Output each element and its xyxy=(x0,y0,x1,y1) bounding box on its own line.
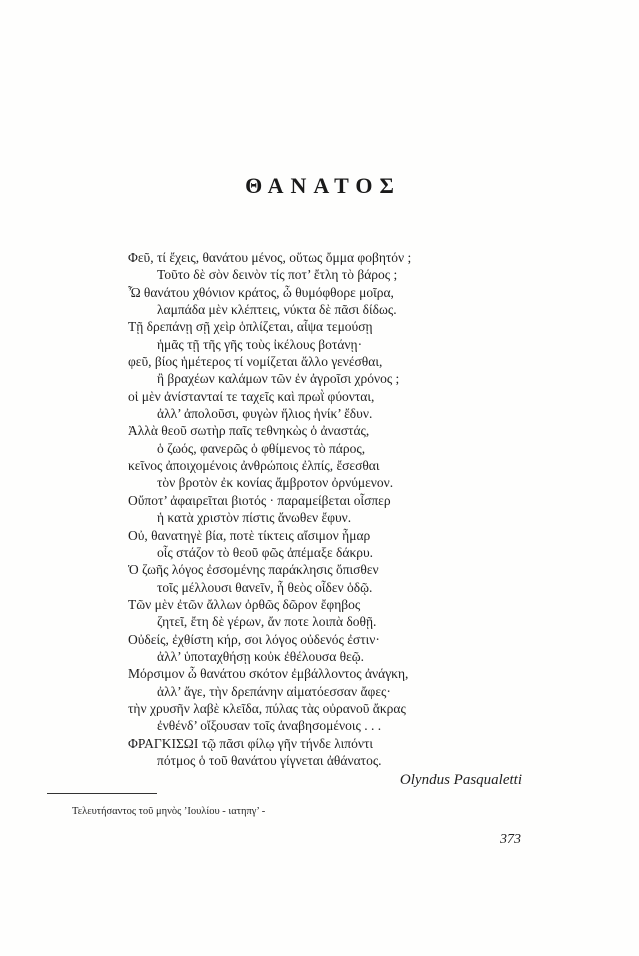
poem-line-indented: ἡμᾶς τῇ τῆς γῆς τοὺς ἰκέλους βοτάνῃ· xyxy=(157,336,363,352)
poem-line: Ὦ θανάτου χθόνιον κράτος, ὦ θυμόφθορε μοῖρα, xyxy=(128,284,394,300)
poem-line-indented: ἀλλ’ ἄγε, τὴν δρεπάνην αἱματόεσσαν ἄφες· xyxy=(157,683,391,699)
poem-line-indented: τὸν βροτὸν ἐκ κονίας ἄμβροτον ὀρνύμενον. xyxy=(157,475,394,491)
footnote: Τελευτήσαντος τοῦ μηνὸς ’Ιουλίου - ιατηπγ’ - xyxy=(72,806,266,817)
poem-title: ΘΑΝΑΤΟΣ xyxy=(245,173,401,198)
poem-line: Οὐ, θανατηγὲ βία, ποτὲ τίκτεις αἴσιμον ἦμαρ xyxy=(128,527,371,543)
couplet xyxy=(128,492,411,527)
poem xyxy=(128,249,411,769)
poem-line: κεῖνος ἀποιχομένοις ἀνθρώποις ἐλπίς, ἔσεσθαι xyxy=(128,458,380,474)
couplet xyxy=(128,318,411,353)
poem-line: Ὁ ζωῆς λόγος ἐσσομένης παράκλησις ὄπισθεν xyxy=(128,562,379,578)
couplet xyxy=(128,249,411,284)
couplet xyxy=(128,353,411,388)
poem-line: Ἀλλὰ θεοῦ σωτὴρ παῖς τεθνηκὼς ὁ ἀναστάς, xyxy=(128,423,370,439)
poem-line: οἱ μὲν ἀνίστανταί τε ταχεῖς καὶ πρωῒ φύονται, xyxy=(128,388,375,404)
poem-line: Οὐδείς, ἐχθίστη κήρ, σοι λόγος οὐδενός ἐστιν· xyxy=(128,631,380,647)
couplet xyxy=(128,422,411,457)
poem-line: φεῦ, βίος ἡμέτερος τί νομίζεται ἄλλο γενέσθαι, xyxy=(128,354,383,370)
poem-line-indented: ὁ ζωός, φανερῶς ὁ φθίμενος τὸ πάρος, xyxy=(157,440,366,456)
page-number: 373 xyxy=(500,832,521,847)
poem-line: Φεῦ, τί ἔχεις, θανάτου μένος, οὕτως ὄμμα φοβητόν ; xyxy=(128,250,412,265)
poem-line-indented: ἀλλ’ ἀπολοῦσι, φυγὼν ἥλιος ἡνίκ’ ἔδυν. xyxy=(157,406,373,422)
author-signature: Olyndus Pasqualetti xyxy=(399,772,522,788)
poem-line-indented: ἢ βραχέων καλάμων τῶν ἐν ἀγροῖσι χρόνος ; xyxy=(157,371,400,387)
couplet xyxy=(128,596,411,631)
couplet xyxy=(128,388,411,423)
poem-line-indented: τοῖς μέλλουσι θανεῖν, ἧ θεὸς οἶδεν ὁδῷ. xyxy=(157,579,373,595)
poem-line-indented: οἷς στάζον τὸ θεοῦ φῶς ἀπέμαξε δάκρυ. xyxy=(157,544,374,560)
poem-line-indented: ζητεῖ, ἔτη δὲ γέρων, ἄν ποτε λοιπὰ δοθῇ. xyxy=(157,614,377,630)
couplet xyxy=(128,735,411,770)
couplet xyxy=(128,700,411,735)
poem-line: τὴν χρυσῆν λαβὲ κλεῖδα, πύλας τὰς οὐρανοῦ ἄκρας xyxy=(128,700,406,716)
couplet xyxy=(128,665,411,700)
poem-line: Τῶν μὲν ἐτῶν ἄλλων ὀρθῶς δῶρον ἔφηβος xyxy=(128,596,361,612)
poem-line-indented: ἀλλ’ ὑποταχθήσῃ κοὐκ ἐθέλουσα θεῷ. xyxy=(157,648,365,664)
poem-line-indented: ἡ κατὰ χριστὸν πίστις ἄνωθεν ἔφυν. xyxy=(157,510,352,526)
couplet xyxy=(128,561,411,596)
poem-line: Μόρσιμον ὦ θανάτου σκότον ἐμβάλλοντος ἀνάγκη, xyxy=(128,666,409,682)
poem-line-indented: πότμος ὁ τοῦ θανάτου γίγνεται ἀθάνατος. xyxy=(157,752,382,768)
poem-line-indented: ἐνθένδ’ οἴξουσαν τοῖς ἀναβησομένοις . . . xyxy=(157,718,382,734)
footnote-rule xyxy=(47,793,157,794)
couplet xyxy=(128,457,411,492)
poem-line-indented: λαμπάδα μὲν κλέπτεις, νύκτα δὲ πᾶσι δίδως. xyxy=(157,302,397,318)
couplet xyxy=(128,527,411,562)
couplet xyxy=(128,284,411,319)
couplet xyxy=(128,631,411,666)
poem-line: Οὔποτ’ ἀφαιρεῖται βιοτός · παραμείβεται οἷσπερ xyxy=(128,492,391,508)
poem-line: ΦΡΑΓΚΙΣΩΙ τῷ πᾶσι φίλῳ γῆν τήνδε λιπόντι xyxy=(128,735,374,751)
poem-line: Τῇ δρεπάνῃ σῇ χεὶρ ὁπλίζεται, αἶψα τεμούσῃ xyxy=(128,319,373,335)
poem-line-indented: Τοῦτο δὲ σὸν δεινὸν τίς ποτ’ ἔτλη τὸ βάρος ; xyxy=(157,267,398,283)
